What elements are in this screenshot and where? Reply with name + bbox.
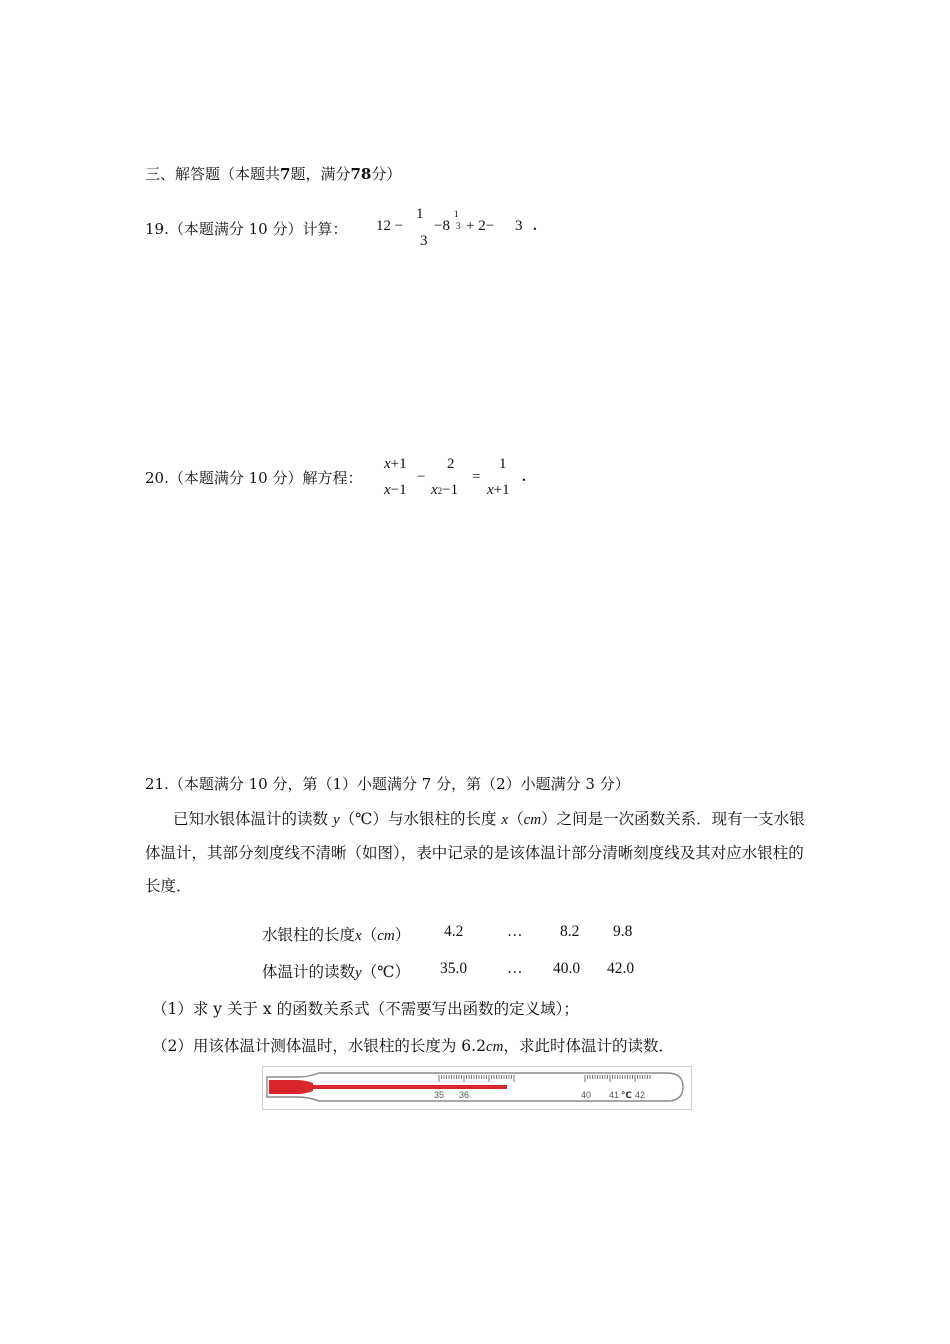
- q21-sub2-unit: cm: [485, 1039, 504, 1055]
- q21-var-y: y: [332, 812, 340, 828]
- mercury-bulb: [269, 1080, 313, 1094]
- q20-frac2-den-sup: 2: [437, 486, 443, 496]
- table-row1-unit-close: ）: [394, 926, 411, 944]
- table-row1-value: 9.8: [613, 923, 633, 940]
- table-row1-header: [262, 923, 410, 945]
- q21-desc-part3: （: [508, 810, 524, 828]
- q20-frac2-den-var: x: [431, 482, 438, 498]
- q21-desc-part1: 已知水银体温计的读数: [173, 810, 329, 828]
- q20-frac1-num: [384, 456, 407, 473]
- table-row2-var: y: [355, 965, 362, 981]
- section-heading-middle: 题，满分: [290, 165, 351, 183]
- table-row1-value: 8.2: [560, 923, 580, 940]
- q21-unit-cm: cm: [523, 812, 542, 828]
- q21-description: [145, 803, 810, 903]
- scale-unit-celsius: ℃: [621, 1091, 632, 1101]
- q20-frac1-den-var: x: [384, 482, 391, 498]
- q19-plus-2: + 2−: [466, 218, 495, 234]
- q19-exponent-den: 3: [456, 221, 461, 231]
- q20-frac1-num-rest: +1: [390, 456, 407, 472]
- q20-frac3-num: 1: [499, 456, 507, 472]
- q20-frac1-den: [384, 482, 407, 499]
- thermometer-figure: [262, 1066, 692, 1110]
- table-row1-value: …: [507, 923, 523, 940]
- scale-label-35: 35: [434, 1090, 445, 1100]
- table-row1-unit: cm: [377, 928, 395, 944]
- q19-term-3: 3: [515, 218, 523, 234]
- q20-frac3-den: [487, 482, 510, 499]
- thermometer-svg: [263, 1067, 691, 1109]
- table-row2-value: 40.0: [553, 960, 581, 977]
- scale-label-40: 40: [581, 1090, 592, 1100]
- table-row2-label: 体温计的读数: [262, 963, 356, 981]
- q21-subquestion-1: （1）求 y 关于 x 的函数关系式（不需要写出函数的定义域）；: [152, 1000, 579, 1018]
- q21-desc-part2: （℃）与水银柱的长度: [339, 810, 497, 828]
- q21-desc-part4: ）之间是一次函数关系．现有一支水银体温计，其部分刻度线不清晰（如图），表中记录的是该体温计部分清晰刻度线及其对应水银柱的长度．: [145, 810, 805, 895]
- q21-sub2-part1: （2）用该体温计测体温时，水银柱的长度为 6.2: [152, 1037, 486, 1055]
- question-count: 7: [280, 165, 291, 183]
- scale-label-36: 36: [459, 1090, 470, 1100]
- q20-frac2-den-rest: −1: [442, 482, 459, 498]
- q20-equals: =: [472, 469, 481, 485]
- section-heading-suffix: 分）: [371, 165, 402, 183]
- table-row1-value: 4.2: [444, 923, 464, 940]
- q19-exponent-num: 1: [454, 209, 459, 219]
- section-heading-prefix: 三、解答题（本题共: [145, 165, 281, 183]
- q19-fraction-num: 1: [416, 206, 424, 222]
- q20-minus: −: [417, 469, 426, 485]
- q19-term-12: 12 −: [376, 218, 404, 234]
- table-row2-unit: （℃）: [361, 963, 411, 981]
- q19-label: 19.（本题满分 10 分）计算：: [145, 220, 348, 238]
- section-heading: [145, 163, 401, 184]
- total-score: 78: [350, 165, 372, 183]
- q20-label: 20.（本题满分 10 分）解方程：: [145, 469, 363, 487]
- q19-minus-8: −8: [434, 218, 450, 234]
- q20-frac1-den-rest: −1: [390, 482, 407, 498]
- table-row2-value: 42.0: [607, 960, 635, 977]
- table-row2-header: [262, 960, 410, 982]
- q21-subquestion-2: [152, 1034, 674, 1056]
- q20-frac3-den-rest: +1: [493, 482, 510, 498]
- q21-label: 21.（本题满分 10 分，第（1）小题满分 7 分，第（2）小题满分 3 分）: [145, 775, 630, 793]
- mercury-column: [311, 1085, 507, 1089]
- table-row1-var: x: [355, 928, 362, 944]
- q20-frac3-den-var: x: [487, 482, 494, 498]
- q20-frac2-num: 2: [447, 456, 455, 472]
- q21-sub2-part2: ，求此时体温计的读数．: [503, 1037, 674, 1055]
- q19-period: .: [533, 218, 537, 234]
- table-row2-value: 35.0: [440, 960, 468, 977]
- q19-fraction-den: 3: [420, 233, 428, 249]
- scale-label-41: 41: [609, 1090, 620, 1100]
- q20-period: .: [522, 469, 526, 485]
- scale-label-42: 42: [635, 1090, 646, 1100]
- table-row2-value: …: [507, 960, 523, 977]
- table-row1-label: 水银柱的长度: [262, 926, 356, 944]
- q20-frac1-num-var: x: [384, 456, 391, 472]
- q21-var-x: x: [501, 812, 509, 828]
- q20-frac2-den: [431, 482, 458, 499]
- table-row1-unit-open: （: [361, 926, 378, 944]
